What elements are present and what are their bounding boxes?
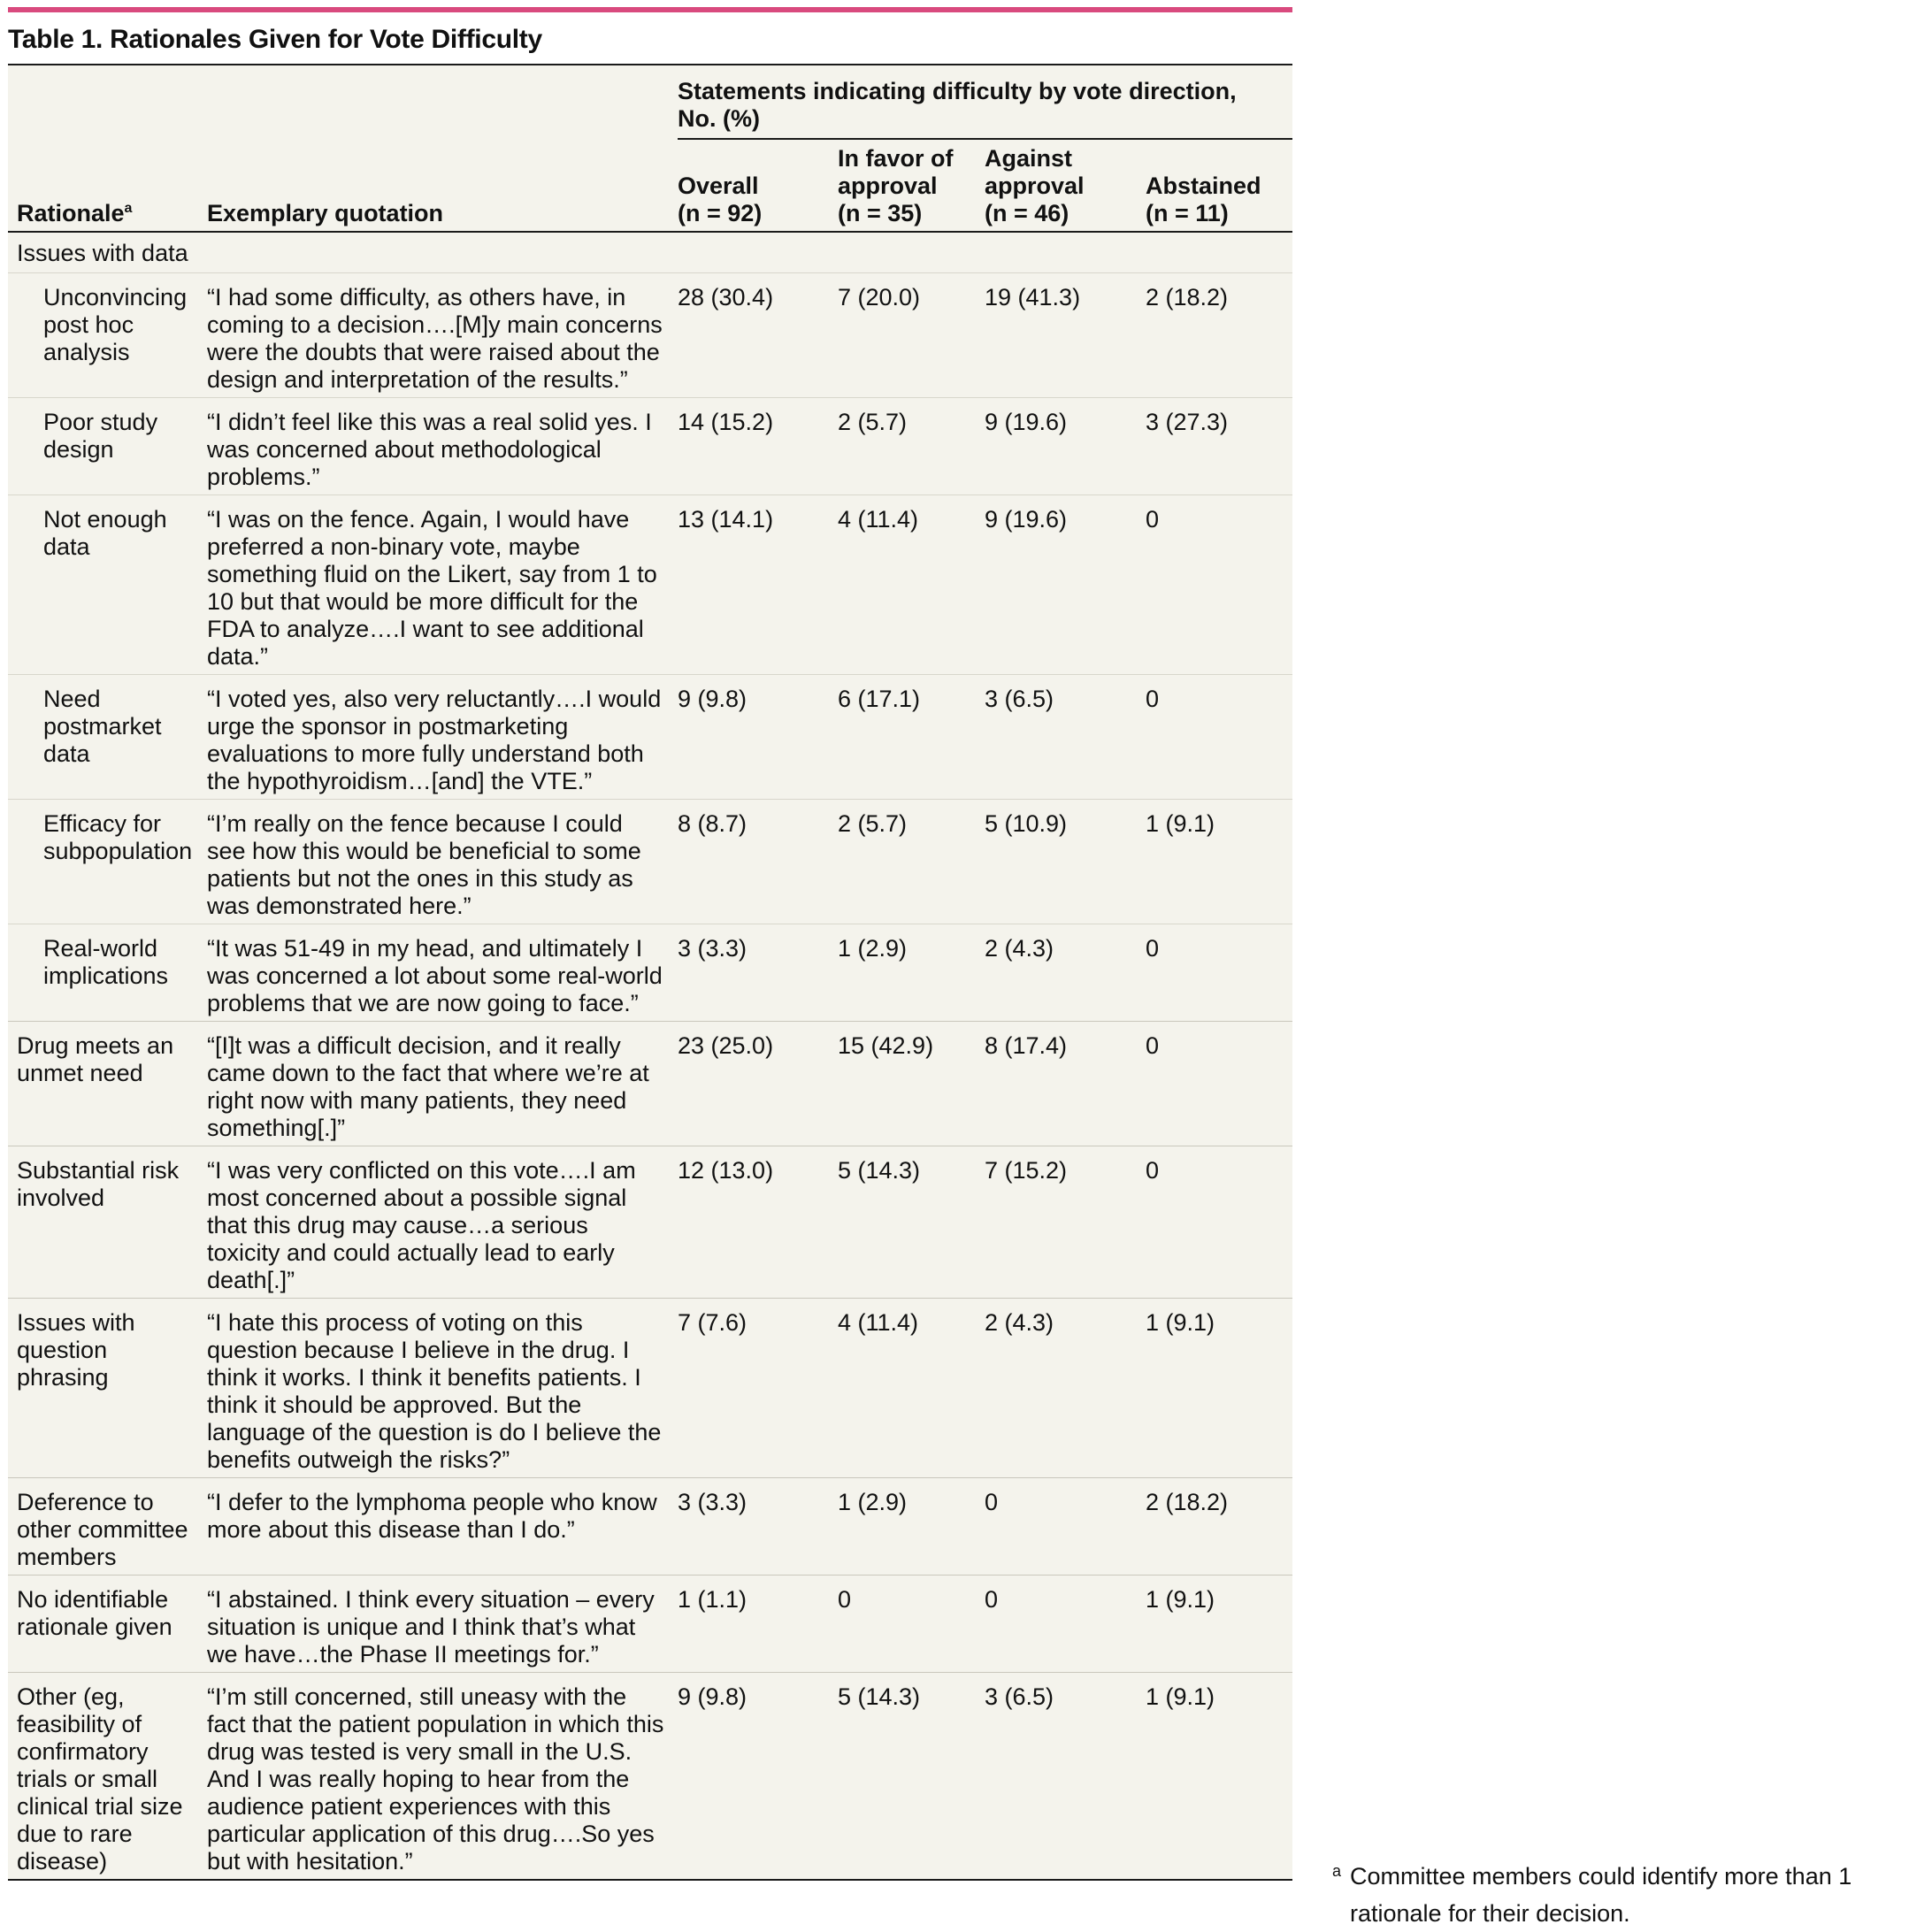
footnote [1332, 1858, 1881, 1932]
abstained-cell: 0 [1146, 495, 1292, 675]
rationales-table [8, 65, 1292, 1879]
rationale-cell: Deference to other committee members [8, 1478, 207, 1576]
in-favor-cell: 1 (2.9) [838, 1478, 985, 1576]
overall-cell: 7 (7.6) [678, 1299, 838, 1478]
header-row-group [8, 65, 1292, 139]
overall-cell: 9 (9.8) [678, 1673, 838, 1880]
abstained-cell: 1 (9.1) [1146, 800, 1292, 924]
rationale-cell: Issues with question phrasing [8, 1299, 207, 1478]
rationale-cell: Need postmarket data [8, 675, 207, 800]
against-cell: 19 (41.3) [985, 273, 1146, 398]
in-favor-cell: 15 (42.9) [838, 1022, 985, 1146]
overall-cell: 8 (8.7) [678, 800, 838, 924]
overall-cell: 28 (30.4) [678, 273, 838, 398]
against-cell: 2 (4.3) [985, 924, 1146, 1022]
abstained-cell: 0 [1146, 924, 1292, 1022]
abstained-cell: 2 (18.2) [1146, 1478, 1292, 1576]
section-label: Issues with data [17, 240, 188, 266]
table-body [8, 232, 1292, 1879]
abstained-header: Abstained (n = 11) [1146, 139, 1292, 232]
quotation-cell: “[I]t was a difficult decision, and it really came down to the fact that where we’re at right now with many patients, they need something[.]” [207, 1022, 678, 1146]
quotation-cell: “I voted yes, also very reluctantly….I would urge the sponsor in postmarketing evaluations to more fully understand both the hypothyroidism…[and] the VTE.” [207, 675, 678, 800]
overall-cell: 3 (3.3) [678, 1478, 838, 1576]
abstained-cell: 1 (9.1) [1146, 1576, 1292, 1673]
abstained-cell: 3 (27.3) [1146, 398, 1292, 495]
overall-cell: 1 (1.1) [678, 1576, 838, 1673]
in-favor-cell: 6 (17.1) [838, 675, 985, 800]
table-row [8, 675, 1292, 800]
in-favor-cell: 2 (5.7) [838, 398, 985, 495]
against-cell: 9 (19.6) [985, 495, 1146, 675]
abstained-cell: 1 (9.1) [1146, 1673, 1292, 1880]
in-favor-cell: 7 (20.0) [838, 273, 985, 398]
table-row [8, 1478, 1292, 1576]
in-favor-header: In favor of approval (n = 35) [838, 139, 985, 232]
against-header: Against approval (n = 46) [985, 139, 1146, 232]
overall-header: Overall (n = 92) [678, 139, 838, 232]
overall-cell: 12 (13.0) [678, 1146, 838, 1299]
abstained-cell: 0 [1146, 675, 1292, 800]
quotation-cell: “I was very conflicted on this vote….I am most concerned about a possible signal that this drug may cause…a serious toxicity and could actually lead to early death[.]” [207, 1146, 678, 1299]
section-row [8, 232, 1292, 273]
in-favor-cell: 1 (2.9) [838, 924, 985, 1022]
quotation-cell: “It was 51-49 in my head, and ultimately I was concerned a lot about some real-world problems that we are now going to face.” [207, 924, 678, 1022]
abstained-cell: 0 [1146, 1022, 1292, 1146]
overall-cell: 23 (25.0) [678, 1022, 838, 1146]
table-figure [8, 0, 1292, 1881]
table-row [8, 1576, 1292, 1673]
quotation-cell: “I had some difficulty, as others have, in coming to a decision….[M]y main concerns were the doubts that were raised about the design and interpretation of the results.” [207, 273, 678, 398]
table-row [8, 924, 1292, 1022]
quotation-cell: “I’m really on the fence because I could see how this would be beneficial to some patients but not the ones in this study as was demonstrated here.” [207, 800, 678, 924]
quotation-cell: “I defer to the lymphoma people who know more about this disease than I do.” [207, 1478, 678, 1576]
quotation-cell: “I didn’t feel like this was a real solid yes. I was concerned about methodological problems.” [207, 398, 678, 495]
overall-cell: 9 (9.8) [678, 675, 838, 800]
table-container [8, 64, 1292, 1881]
table-row [8, 398, 1292, 495]
against-cell: 8 (17.4) [985, 1022, 1146, 1146]
overall-cell: 13 (14.1) [678, 495, 838, 675]
table-row [8, 1146, 1292, 1299]
rationale-cell: Poor study design [8, 398, 207, 495]
abstained-cell: 0 [1146, 1146, 1292, 1299]
against-cell: 7 (15.2) [985, 1146, 1146, 1299]
quotation-cell: “I hate this process of voting on this question because I believe in the drug. I think it works. I think it benefits patients. I think it should be approved. But the language of the question is do I believe the benefits outweigh the risks?” [207, 1299, 678, 1478]
against-cell: 3 (6.5) [985, 675, 1146, 800]
in-favor-cell: 4 (11.4) [838, 495, 985, 675]
against-cell: 9 (19.6) [985, 398, 1146, 495]
rationale-cell: No identifiable rationale given [8, 1576, 207, 1673]
rationale-cell: Efficacy for subpopulation [8, 800, 207, 924]
quotation-cell: “I abstained. I think every situation – every situation is unique and I think that’s what we have…the Phase II meetings for.” [207, 1576, 678, 1673]
table-title: Table 1. Rationales Given for Vote Difficulty [8, 25, 542, 54]
rationale-header: Rationale$^a$ [8, 65, 207, 232]
rationale-cell: Substantial risk involved [8, 1146, 207, 1299]
rationale-cell: Not enough data [8, 495, 207, 675]
footnote-text: Committee members could identify more than 1 rationale for their decision. [1350, 1863, 1852, 1927]
in-favor-cell: 2 (5.7) [838, 800, 985, 924]
quotation-cell: “I was on the fence. Again, I would have preferred a non-binary vote, maybe something fluid on the Likert, say from 1 to 10 but that would be more difficult for the FDA to analyze….I want to see additional data.” [207, 495, 678, 675]
footnote-mark: a [1332, 1862, 1342, 1880]
against-cell: 0 [985, 1576, 1146, 1673]
table-row [8, 800, 1292, 924]
table-row [8, 1673, 1292, 1880]
rationale-cell: Drug meets an unmet need [8, 1022, 207, 1146]
in-favor-cell: 0 [838, 1576, 985, 1673]
table-row [8, 1299, 1292, 1478]
rationale-cell: Other (eg, feasibility of confirmatory trials or small clinical trial size due to rare disease) [8, 1673, 207, 1880]
against-cell: 3 (6.5) [985, 1673, 1146, 1880]
table-row [8, 495, 1292, 675]
in-favor-cell: 5 (14.3) [838, 1146, 985, 1299]
against-cell: 0 [985, 1478, 1146, 1576]
in-favor-cell: 5 (14.3) [838, 1673, 985, 1880]
table-row [8, 1022, 1292, 1146]
overall-cell: 14 (15.2) [678, 398, 838, 495]
rationale-cell: Real-world implications [8, 924, 207, 1022]
abstained-cell: 1 (9.1) [1146, 1299, 1292, 1478]
table-row [8, 273, 1292, 398]
overall-cell: 3 (3.3) [678, 924, 838, 1022]
abstained-cell: 2 (18.2) [1146, 273, 1292, 398]
against-cell: 5 (10.9) [985, 800, 1146, 924]
in-favor-cell: 4 (11.4) [838, 1299, 985, 1478]
vote-direction-group-header: Statements indicating difficulty by vote direction, No. (%) [678, 65, 1292, 139]
quotation-header: Exemplary quotation [207, 65, 678, 232]
against-cell: 2 (4.3) [985, 1299, 1146, 1478]
rationale-cell: Unconvincing post hoc analysis [8, 273, 207, 398]
quotation-cell: “I’m still concerned, still uneasy with the fact that the patient population in which this drug was tested is very small in the U.S. And I was really hoping to hear from the audience patient experiences with this particular application of this drug….So yes but with hesitation.” [207, 1673, 678, 1880]
